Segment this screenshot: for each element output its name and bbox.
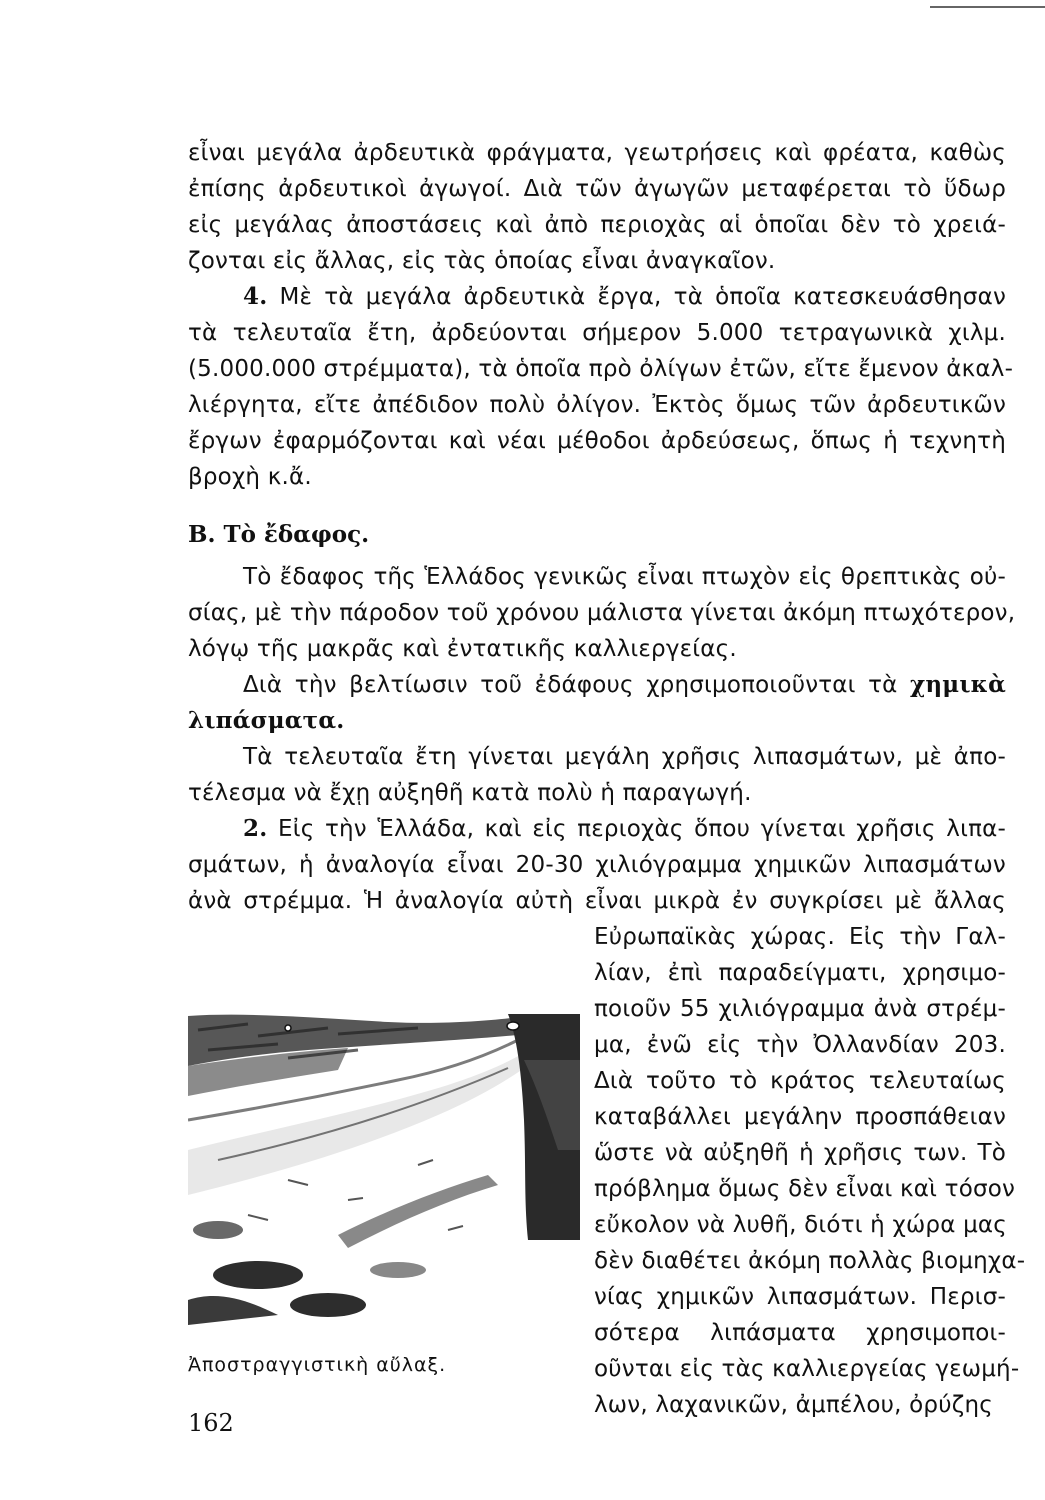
text-line: ἐπίσης ἀρδευτικοὶ ἀγωγοί. Διὰ τῶν ἀγωγῶν μεταφέρεται τὸ ὕδωρ — [188, 176, 1006, 202]
right-column-line: σότερα λιπάσματα χρησιμοποι- — [594, 1320, 1006, 1346]
photo-caption: Ἀποστραγγιστικὴ αὔλαξ. — [188, 1354, 447, 1376]
right-column-line: λων, λαχανικῶν, ἀμπέλου, ὀρύζης — [594, 1392, 993, 1418]
text-line: Τὸ ἔδαφος τῆς Ἑλλάδος γενικῶς εἶναι πτωχὸν εἰς θρεπτικὰς οὐ- — [243, 564, 1006, 590]
right-column-line: μα, ἐνῶ εἰς τὴν Ὀλλανδίαν 203. — [594, 1032, 1006, 1058]
item-2-first-line — [188, 814, 1006, 844]
text-line: τὰ τελευταῖα ἔτη, ἀρδεύονται σήμερον 5.000 τετραγωνικὰ χιλμ. — [188, 320, 1006, 346]
text-line: (5.000.000 στρέμματα), τὰ ὁποῖα πρὸ ὀλίγων ἐτῶν, εἴτε ἔμενον ἀκαλ- — [188, 356, 1014, 382]
right-column-line: Διὰ τοῦτο τὸ κράτος τελευταίως — [594, 1068, 1006, 1094]
right-column-line: πρόβλημα ὅμως δὲν εἶναι καὶ τόσον — [594, 1176, 1016, 1202]
right-column-line: νίας χημικῶν λιπασμάτων. Περισ- — [594, 1284, 1006, 1310]
para2-second-line — [188, 706, 1006, 736]
right-column-line: ποιοῦν 55 χιλιόγραμμα ἀνὰ στρέμ- — [594, 996, 1006, 1022]
text-line: ζονται εἰς ἄλλας, εἰς τὰς ὁποίας εἶναι ἀναγκαῖον. — [188, 248, 776, 274]
drainage-ditch-photo — [188, 1000, 580, 1325]
para2-text: Διὰ τὴν βελτίωσιν τοῦ ἐδάφους χρησιμοποιοῦνται τὰ — [243, 672, 898, 698]
item-4-first-line — [188, 282, 1006, 312]
right-column-line: καταβάλλει μεγάλην προσπάθειαν — [594, 1104, 1006, 1130]
para2-first-line — [188, 670, 1006, 700]
text-line: βροχὴ κ.ἄ. — [188, 464, 312, 490]
item-2-text: Εἰς τὴν Ἑλλάδα, καὶ εἰς περιοχὰς ὅπου γίνεται χρῆσις λιπα- — [278, 816, 1006, 842]
page-number: 162 — [188, 1409, 234, 1437]
text-line: εἰς μεγάλας ἀποστάσεις καὶ ἀπὸ περιοχὰς αἱ ὁποῖαι δὲν τὸ χρειά- — [188, 212, 1006, 238]
text-line: εἶναι μεγάλα ἀρδευτικὰ φράγματα, γεωτρήσεις καὶ φρέατα, καθὼς — [188, 140, 1006, 166]
page-edge-line — [930, 6, 1045, 8]
bold-term: χημικὰ — [910, 671, 1006, 698]
text-line: τέλεσμα νὰ ἔχῃ αὐξηθῆ κατὰ πολὺ ἡ παραγωγή. — [188, 780, 752, 806]
text-line: ἔργων ἐφαρμόζονται καὶ νέαι μέθοδοι ἀρδεύσεως, ὅπως ἡ τεχνητὴ — [188, 428, 1006, 454]
item-4-text: Μὲ τὰ μεγάλα ἀρδευτικὰ ἔργα, τὰ ὁποῖα κατεσκευάσθησαν — [279, 284, 1006, 310]
item-4-number: 4. — [243, 283, 268, 310]
section-heading: Β. Τὸ ἔδαφος. — [188, 521, 370, 548]
right-column-line: Εὐρωπαϊκὰς χώρας. Εἰς τὴν Γαλ- — [594, 924, 1006, 950]
text-line: ἀνὰ στρέμμα. Ἡ ἀναλογία αὐτὴ εἶναι μικρὰ ἐν συγκρίσει μὲ ἄλλας — [188, 888, 1006, 914]
bold-term: λιπάσματα. — [188, 707, 345, 734]
right-column-line: εὔκολον νὰ λυθῆ, διότι ἡ χώρα μας — [594, 1212, 1007, 1238]
text-line: Τὰ τελευταῖα ἔτη γίνεται μεγάλη χρῆσις λιπασμάτων, μὲ ἀπο- — [243, 744, 1006, 770]
text-line: σίας, μὲ τὴν πάροδον τοῦ χρόνου μάλιστα γίνεται ἀκόμη πτωχότερον, — [188, 600, 1016, 626]
text-line: λόγῳ τῆς μακρᾶς καὶ ἐντατικῆς καλλιεργείας. — [188, 636, 737, 662]
right-column-line: δὲν διαθέτει ἀκόμη πολλὰς βιομηχα- — [594, 1248, 1026, 1274]
right-column-line: ὥστε νὰ αὐξηθῆ ἡ χρῆσις των. Τὸ — [594, 1140, 1006, 1166]
text-line: λιέργητα, εἴτε ἀπέδιδον πολὺ ὀλίγον. Ἐκτὸς ὅμως τῶν ἀρδευτικῶν — [188, 392, 1006, 418]
text-line: σμάτων, ἡ ἀναλογία εἶναι 20-30 χιλιόγραμμα χημικῶν λιπασμάτων — [188, 852, 1006, 878]
right-column-line: λίαν, ἐπὶ παραδείγματι, χρησιμο- — [594, 960, 1006, 986]
item-2-number: 2. — [243, 815, 268, 842]
right-column-line: οῦνται εἰς τὰς καλλιεργείας γεωμή- — [594, 1356, 1020, 1382]
